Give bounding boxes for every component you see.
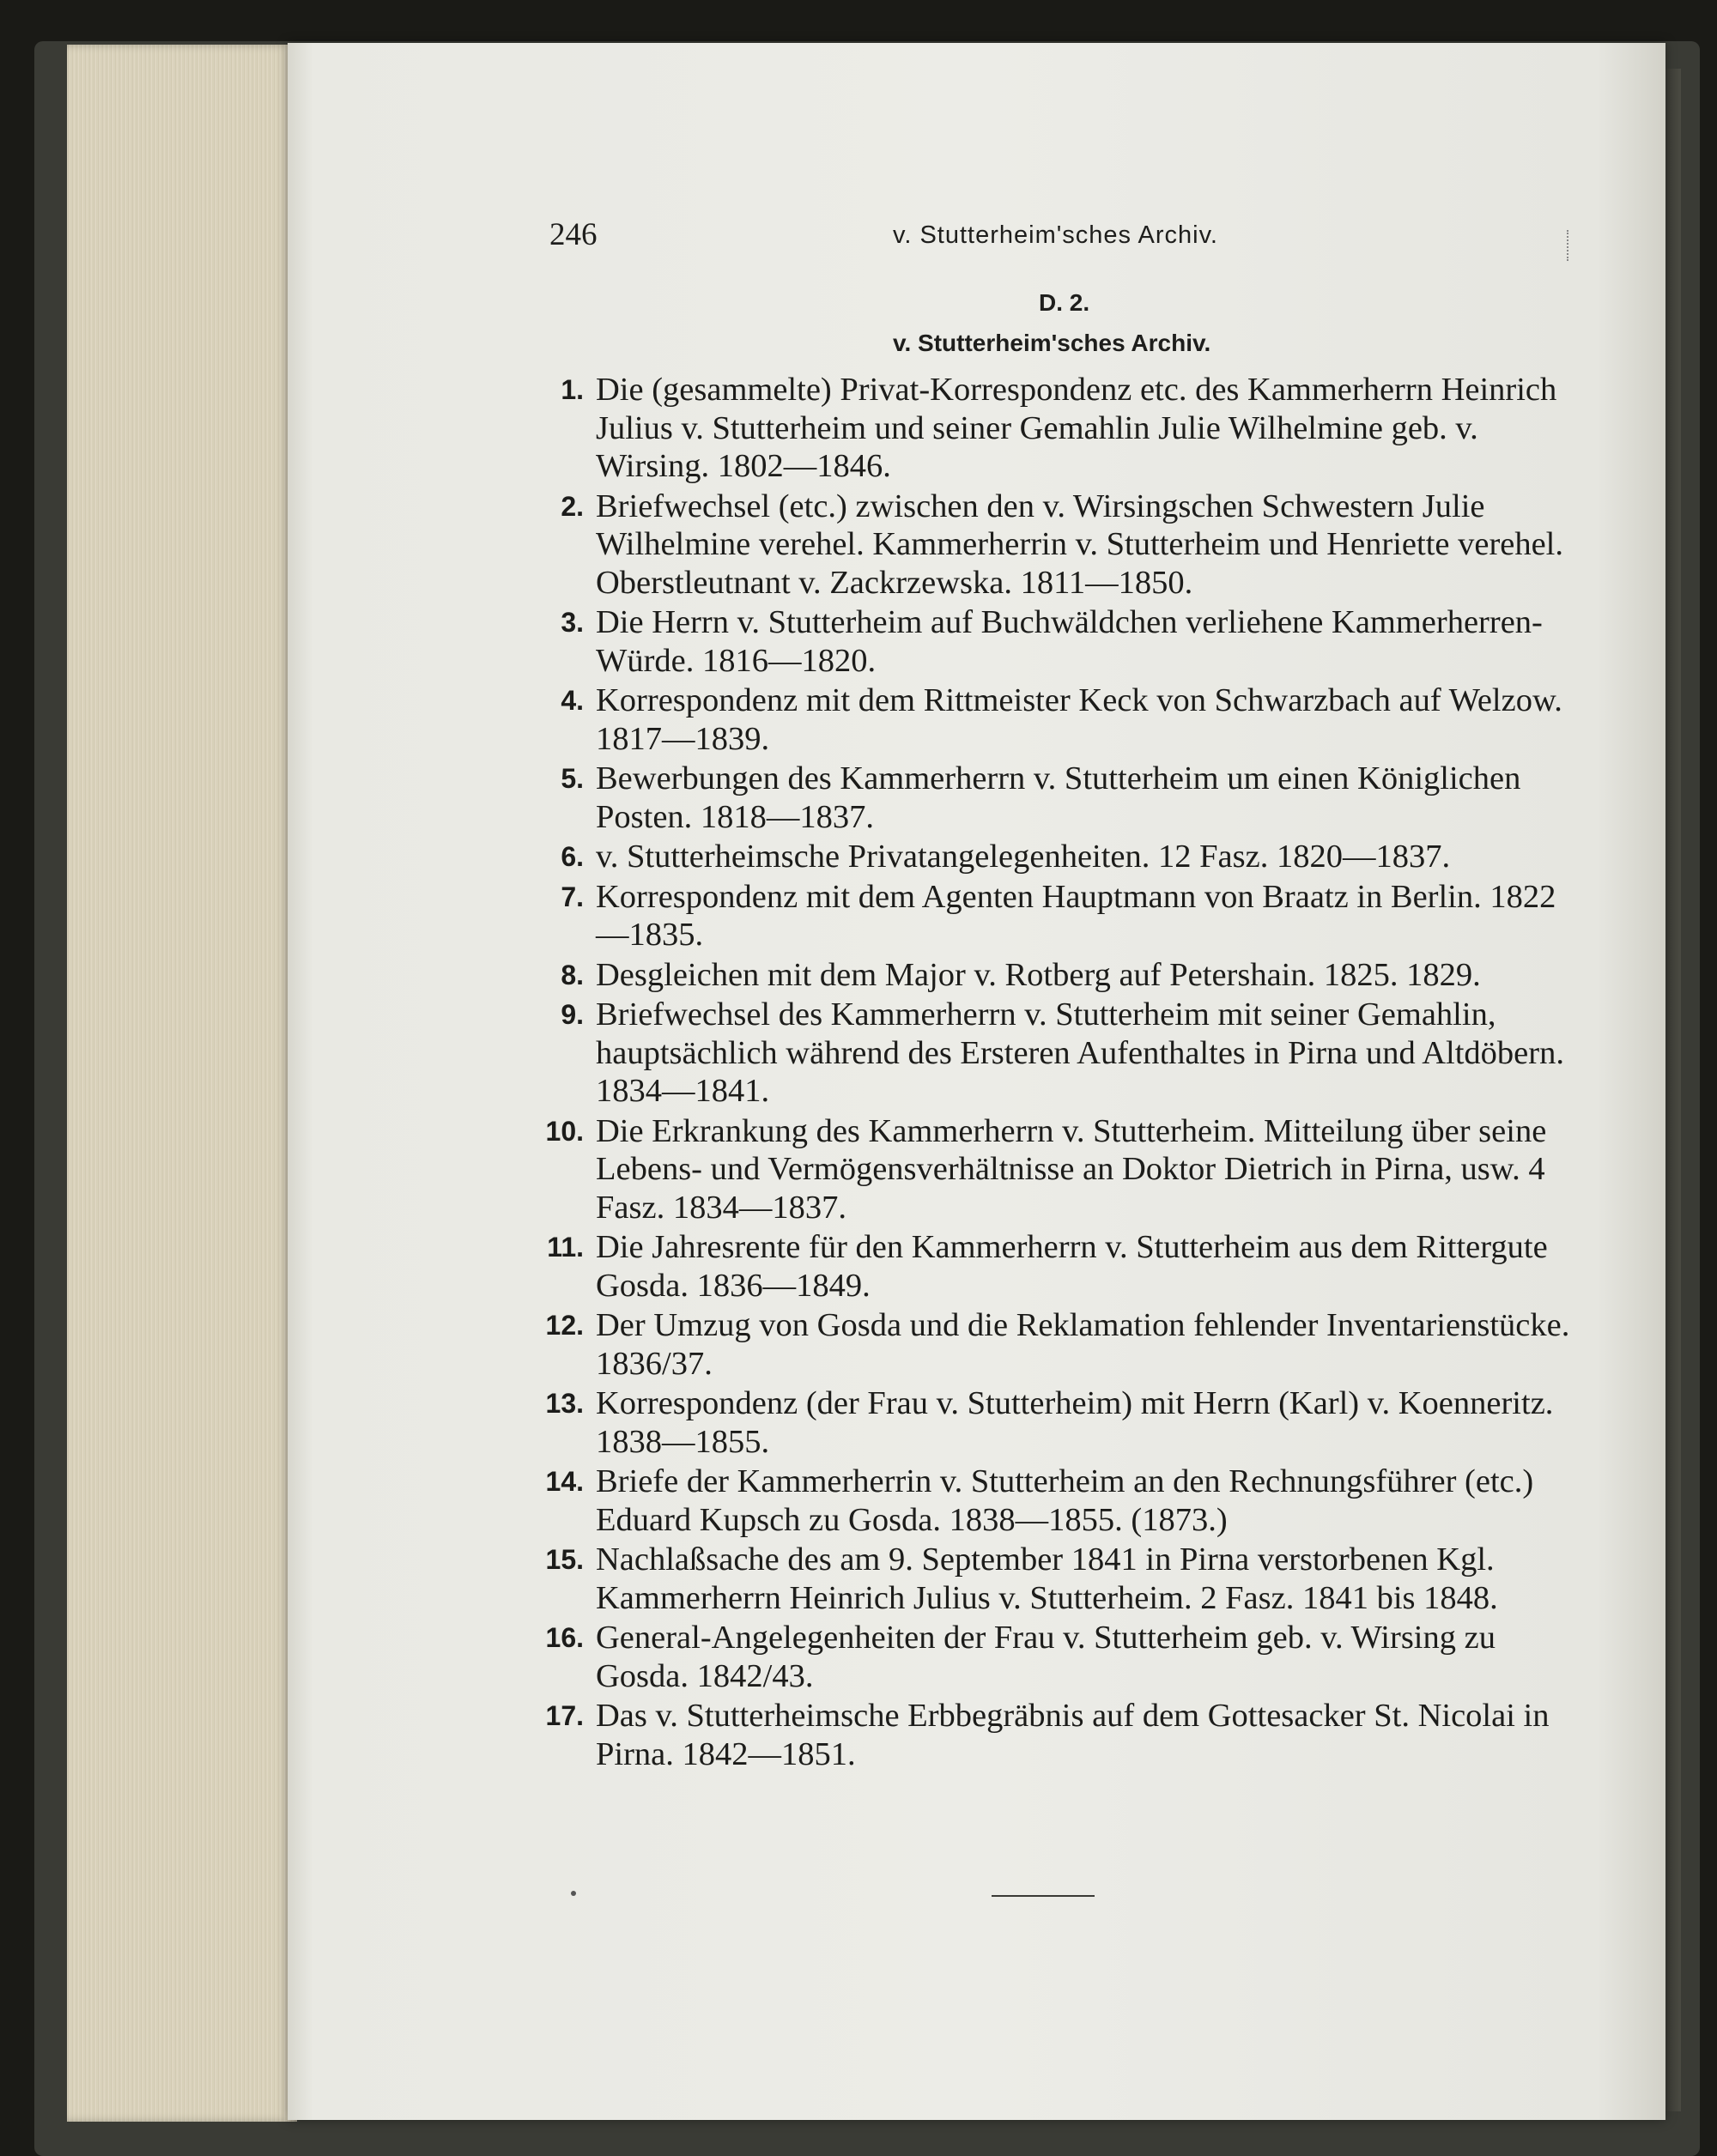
page-edges [67, 45, 297, 2122]
entry-number: 17. [545, 1700, 584, 1731]
entry-text: Korrespondenz mit dem Agenten Hauptmann von Braatz in Berlin. 1822—1835. [596, 878, 1556, 953]
list-item [532, 1112, 1580, 1227]
section-code: D. 2. [1039, 289, 1090, 316]
entry-number: 14. [545, 1466, 584, 1497]
entry-number: 2. [561, 490, 584, 522]
entry-number: 8. [561, 959, 584, 990]
entry-text: v. Stutterheimsche Privatangelegenheiten. 12 Fasz. 1820—1837. [596, 839, 1451, 875]
list-item [532, 1697, 1580, 1773]
page-header [549, 216, 1580, 259]
running-title: v. Stutterheim'sches Archiv. [893, 221, 1218, 249]
entry-text: Der Umzug von Gosda und die Reklamation fehlender Inventarienstücke. 1836/37. [596, 1307, 1570, 1382]
entry-number: 13. [545, 1388, 584, 1419]
entry-text: Die Herrn v. Stutterheim auf Buchwäldchen verliehene Kammerherren-Würde. 1816—1820. [596, 604, 1543, 679]
entry-number: 9. [561, 999, 584, 1030]
list-item [532, 1541, 1580, 1617]
entry-text: Briefwechsel (etc.) zwischen den v. Wirsingschen Schwestern Julie Wilhelmine verehel. Kammerherrin v. Stutterheim und Henriette verehel. Oberstleutnant v. Zackrzewska. 1811—1850. [596, 488, 1564, 601]
ink-dot [571, 1891, 576, 1896]
entry-list [532, 371, 1580, 1775]
entry-number: 12. [545, 1310, 584, 1341]
end-rule [992, 1895, 1095, 1897]
entry-text: Das v. Stutterheimsche Erbbegräbnis auf dem Gottesacker St. Nicolai in Pirna. 1842—1851. [596, 1698, 1550, 1772]
entry-number: 16. [545, 1622, 584, 1653]
margin-mark [1567, 230, 1572, 261]
list-item [532, 603, 1580, 680]
list-item [532, 1619, 1580, 1695]
list-item [532, 371, 1580, 486]
entry-number: 11. [547, 1232, 584, 1263]
entry-text: Bewerbungen des Kammerherrn v. Stutterheim um einen Königlichen Posten. 1818—1837. [596, 760, 1521, 835]
entry-number: 5. [561, 763, 584, 794]
list-item [532, 1384, 1580, 1461]
entry-text: Die Jahresrente für den Kammerherrn v. Stutterheim aus dem Rittergute Gosda. 1836—1849. [596, 1229, 1548, 1304]
page-number: 246 [549, 217, 598, 252]
entry-number: 6. [561, 841, 584, 872]
list-item [532, 1228, 1580, 1305]
entry-number: 10. [545, 1115, 584, 1147]
list-item [532, 878, 1580, 954]
list-item [532, 488, 1580, 603]
entry-number: 4. [561, 685, 584, 716]
list-item [532, 681, 1580, 758]
list-item [532, 1463, 1580, 1539]
list-item [532, 996, 1580, 1111]
entry-text: Korrespondenz mit dem Rittmeister Keck von Schwarzbach auf Welzow. 1817—1839. [596, 682, 1562, 757]
list-item [532, 1306, 1580, 1383]
entry-text: Briefe der Kammerherrin v. Stutterheim an den Rechnungsführer (etc.) Eduard Kupsch zu Gosda. 1838—1855. (1873.) [596, 1463, 1534, 1538]
entry-number: 3. [561, 607, 584, 638]
entry-text: Korrespondenz (der Frau v. Stutterheim) mit Herrn (Karl) v. Koenneritz. 1838—1855. [596, 1385, 1554, 1460]
list-item [532, 838, 1580, 876]
section-title: v. Stutterheim'sches Archiv. [893, 330, 1211, 356]
entry-text: Die Erkrankung des Kammerherrn v. Stutterheim. Mitteilung über seine Lebens- und Vermögensverhältnisse an Doktor Dietrich in Pirna, usw. 4 Fasz. 1834—1837. [596, 1112, 1547, 1226]
entry-number: 7. [561, 881, 584, 912]
entry-text: General-Angelegenheiten der Frau v. Stutterheim geb. v. Wirsing zu Gosda. 1842/43. [596, 1620, 1496, 1694]
list-item [532, 760, 1580, 836]
entry-text: Briefwechsel des Kammerherrn v. Stutterheim mit seiner Gemahlin, hauptsächlich während des Ersteren Aufenthaltes in Pirna und Altdöbern. 1834—1841. [596, 996, 1564, 1109]
entry-text: Die (gesammelte) Privat-Korrespondenz etc. des Kammerherrn Heinrich Julius v. Stutterheim und seiner Gemahlin Julie Wilhelmine geb. v. Wirsing. 1802—1846. [596, 372, 1557, 484]
entry-text: Nachlaßsache des am 9. September 1841 in Pirna verstorbenen Kgl. Kammerherrn Heinrich Julius v. Stutterheim. 2 Fasz. 1841 bis 1848. [596, 1541, 1498, 1616]
entry-text: Desgleichen mit dem Major v. Rotberg auf Petershain. 1825. 1829. [596, 956, 1481, 993]
entry-number: 1. [561, 374, 584, 405]
entry-number: 15. [545, 1544, 584, 1575]
list-item [532, 956, 1580, 995]
